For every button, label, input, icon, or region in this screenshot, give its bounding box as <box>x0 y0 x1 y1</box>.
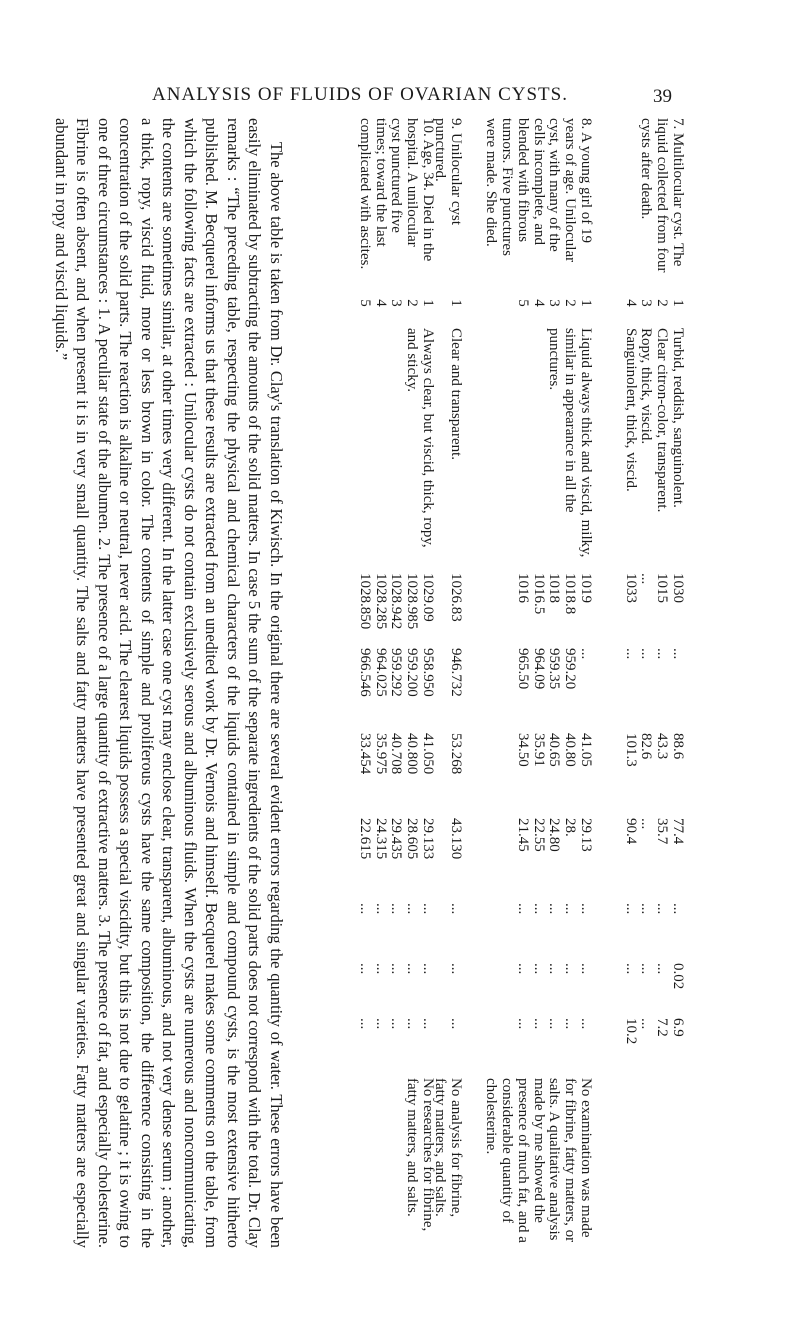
puncture-number-value: 5 <box>357 299 373 307</box>
albumen-value-value: 29.435 <box>388 818 405 860</box>
fluid-description <box>546 328 593 563</box>
fluid-description <box>404 328 436 563</box>
water-value-value: 959.292 <box>388 648 405 697</box>
solids-value-value: 40.65 <box>546 733 563 767</box>
puncture-number-value: 2 <box>404 299 421 307</box>
fibrine-value-value: ... <box>357 903 373 915</box>
water-value-value: ... <box>670 648 686 660</box>
remarks-text: No analysis for fibrine, fatty matters, and salts. <box>432 1078 464 1218</box>
fibrine-value-value: ... <box>638 903 655 915</box>
solids-value-value: 40.80 <box>562 733 579 767</box>
water-value <box>356 648 435 713</box>
specific-gravity-value: 1026.83 <box>448 573 464 622</box>
albumen-value-value: 43.130 <box>448 818 464 860</box>
puncture-number-value: 3 <box>388 299 405 307</box>
albumen-value-value: 29.13 <box>578 818 594 852</box>
ovarian-fluid-table <box>307 118 685 1248</box>
fat-value-value: ... <box>448 963 464 975</box>
water-value-value: ... <box>578 648 594 660</box>
salts-value-value: ... <box>638 1018 655 1030</box>
salts-value-value: ... <box>562 1018 579 1030</box>
specific-gravity <box>622 573 685 633</box>
fibrine-value-value: ... <box>546 903 563 915</box>
specific-gravity-value: 1028.985 <box>404 573 421 630</box>
puncture-number-value: 1 <box>448 299 464 307</box>
salts-value-value: ... <box>578 1018 594 1030</box>
fluid-description-value: Clear citron-color, transparent. <box>654 328 671 513</box>
fluid-description <box>622 328 685 563</box>
specific-gravity-value: 1016.5 <box>530 573 547 615</box>
specific-gravity-value: 1029.09 <box>420 573 436 622</box>
salts-value-value: ... <box>448 1018 464 1030</box>
water-value-value: 946.732 <box>448 648 464 697</box>
fluid-description-value: Liquid always thick and viscid, milky, similar in appearance in all the punctures. <box>546 328 594 558</box>
water-value-value: 964.09 <box>530 648 547 690</box>
specific-gravity-value: 1028.285 <box>372 573 389 630</box>
specific-gravity-value: 1016 <box>515 573 531 603</box>
specific-gravity-value: 1019 <box>578 573 594 603</box>
fibrine-value-value: ... <box>388 903 405 915</box>
fat-value-value: ... <box>404 963 421 975</box>
water-value-value: 964.025 <box>372 648 389 697</box>
albumen-value-value: 90.4 <box>622 818 639 845</box>
water-value-value: 966.546 <box>357 648 373 697</box>
specific-gravity-value: 1028.850 <box>357 573 373 630</box>
puncture-number <box>622 293 685 313</box>
salts-value-value: ... <box>515 1018 531 1030</box>
solids-value <box>514 733 593 798</box>
albumen-value-value: 28. <box>562 818 579 837</box>
salts-value-value: ... <box>372 1018 389 1030</box>
page-number: 39 <box>653 86 672 107</box>
case-description <box>356 118 435 273</box>
salts-value <box>622 1018 685 1063</box>
solids-value-value: 82.6 <box>638 733 655 760</box>
fat-value-value: ... <box>420 963 436 975</box>
water-value-value: ... <box>654 648 671 660</box>
fibrine-value-value: ... <box>404 903 421 915</box>
albumen-value <box>356 818 435 883</box>
remarks <box>483 1078 593 1248</box>
fat-value-value: ... <box>546 963 563 975</box>
solids-value-value: 35.91 <box>530 733 547 767</box>
water-value-value: ... <box>622 648 639 660</box>
fat-value <box>447 963 463 1008</box>
fluid-description-value: Turbid, reddish, sanguinolent. <box>670 328 686 508</box>
albumen-value-value: 29.133 <box>420 818 436 860</box>
fibrine-value <box>514 903 593 948</box>
puncture-number-value: 2 <box>654 299 671 307</box>
puncture-number-value: 3 <box>546 299 563 307</box>
fibrine-value <box>447 903 463 948</box>
fibrine-value <box>622 903 685 948</box>
fat-value-value: ... <box>530 963 547 975</box>
fluid-description-value: Clear and transparent. <box>448 328 464 461</box>
puncture-number-value: 4 <box>372 299 389 307</box>
fluid-description-value: Ropy, thick, viscid. <box>638 328 655 445</box>
albumen-value-value: 22.615 <box>357 818 373 860</box>
case-description-text: 9. Unilocular cyst punctured. <box>432 118 464 226</box>
solids-value-value: 88.6 <box>670 733 686 760</box>
puncture-number-value: 1 <box>578 299 594 307</box>
fibrine-value-value: ... <box>562 903 579 915</box>
salts-value-value: ... <box>546 1018 563 1030</box>
fibrine-value-value: ... <box>372 903 389 915</box>
specific-gravity-value: 1018 <box>546 573 563 603</box>
specific-gravity <box>447 573 463 633</box>
fluid-description-value: Always clear, but viscid, thick, ropy, and sticky. <box>404 328 436 548</box>
salts-value-value: 10.2 <box>622 1018 639 1045</box>
water-value-value: 958.950 <box>420 648 436 697</box>
albumen-value <box>622 818 685 883</box>
solids-value-value: 41.050 <box>420 733 436 775</box>
albumen-value-value: ... <box>638 818 655 830</box>
page-header <box>0 84 800 114</box>
remarks <box>432 1078 464 1248</box>
fat-value-value: ... <box>654 963 671 975</box>
salts-value-value: ... <box>357 1018 373 1030</box>
salts-value <box>356 1018 435 1063</box>
albumen-value <box>447 818 463 883</box>
water-value <box>514 648 593 713</box>
water-value-value: 965.50 <box>515 648 531 690</box>
specific-gravity-value: ... <box>638 573 655 585</box>
specific-gravity-value: 1028.942 <box>388 573 405 630</box>
albumen-value <box>514 818 593 883</box>
albumen-value-value: 28.605 <box>404 818 421 860</box>
puncture-number-value: 1 <box>420 299 436 307</box>
salts-value-value: 7.2 <box>654 1018 671 1037</box>
albumen-value-value: 24.315 <box>372 818 389 860</box>
remarks <box>404 1078 436 1248</box>
solids-value-value: 43.3 <box>654 733 671 760</box>
solids-value-value: 101.3 <box>622 733 639 767</box>
water-value-value: ... <box>638 648 655 660</box>
solids-value-value: 40.800 <box>404 733 421 775</box>
salts-value-value: ... <box>530 1018 547 1030</box>
fluid-description-value: Sanguinolent, thick, viscid. <box>622 328 639 492</box>
fibrine-value-value: ... <box>578 903 594 915</box>
fluid-description <box>447 328 463 563</box>
remarks-text: No researches for fibrine, fatty matters, and salts. <box>404 1078 436 1232</box>
puncture-number-value: 2 <box>562 299 579 307</box>
fat-value-value: ... <box>578 963 594 975</box>
puncture-number-value: 4 <box>622 299 639 307</box>
fat-value-value: ... <box>638 963 655 975</box>
fat-value-value: ... <box>515 963 531 975</box>
solids-value-value: 53.268 <box>448 733 464 775</box>
specific-gravity-value: 1030 <box>670 573 686 603</box>
commentary-paragraph: The above table is taken from Dr. Clay's translation of Kiwisch. In the original there are several evident errors regarding the quantity of water. These errors have been easily eliminated by subtracting the amounts of the solid matters. In case 5 the sum of the separate ingredients of the solid parts does not correspond with the total. Dr. Clay remarks : “The preceding table, respecting the physical and chemical characters of the liquids contained in simple and compound cysts, is the most extensive hitherto published. M. Becquerel informs us that these results are extracted from an unedited work by Dr. Vernois and himself. Becquerel makes some comments on the table, from which the following facts are extracted : Unilocular cysts do not contain exclusively serous and albuminous fluids. When the cysts are numerous and noncommunicating, the contents are sometimes similar, at other times very different. In the latter case one cyst may enclose clear, transparent, albuminous, and not very dense serum ; another, a thick, ropy, viscid fluid, more or less brown in color. The contents of simple and proliferous cysts have the same composition, the difference consisting in the concentration of the solid parts. The reaction is alkaline or neutral, never acid. The clearest liquids possess a special viscidity, but this is not due to gelatine ; it is owing to one of three circumstances : 1. A peculiar state of the albumen. 2. The presence of a large quantity of extractive matters. 3. The presence of fat, and especially cholesterine. Fibrine is often absent, and when present it is in very small quantity. The salts and fatty matters have presented great and singular varieties. Fatty matters are especially abundant in ropy and viscid liquids.” <box>52 118 286 1248</box>
solids-value-value: 33.454 <box>357 733 373 775</box>
solids-value-value: 40.708 <box>388 733 405 775</box>
salts-value-value: ... <box>420 1018 436 1030</box>
fibrine-value-value: ... <box>515 903 531 915</box>
case-description <box>638 118 685 273</box>
water-value-value: 959.20 <box>562 648 579 690</box>
case-description <box>483 118 593 273</box>
water-value-value: 959.200 <box>404 648 421 697</box>
solids-value <box>447 733 463 798</box>
fat-value <box>514 963 593 1008</box>
commentary-text <box>51 118 288 1248</box>
fibrine-value-value: ... <box>670 903 686 915</box>
specific-gravity-value: 1018.8 <box>562 573 579 615</box>
specific-gravity-value: 1015 <box>654 573 671 603</box>
water-value <box>447 648 463 713</box>
salts-value-value: 6.9 <box>670 1018 686 1037</box>
case-description-text: 8. A young girl of 19 years of age. Unilocular cyst, with many of the cells incomplete, and blended with fibrous tumors. Five punctures were made. She died. <box>483 118 594 263</box>
albumen-value-value: 21.45 <box>515 818 531 852</box>
specific-gravity-value: 1033 <box>622 573 639 603</box>
solids-value-value: 41.05 <box>578 733 594 767</box>
fat-value-value: ... <box>562 963 579 975</box>
fat-value-value: ... <box>622 963 639 975</box>
puncture-number-value: 4 <box>530 299 547 307</box>
albumen-value-value: 35.7 <box>654 818 671 845</box>
fibrine-value-value: ... <box>622 903 639 915</box>
running-title: ANALYSIS OF FLUIDS OF OVARIAN CYSTS. <box>152 84 568 105</box>
fat-value <box>356 963 435 1008</box>
solids-value-value: 34.50 <box>515 733 531 767</box>
fat-value <box>622 963 685 1008</box>
solids-value-value: 35.975 <box>372 733 389 775</box>
puncture-number <box>356 293 435 313</box>
rotated-page-body <box>52 118 686 1248</box>
case-description-text: 10. Age, 34. Died in the hospital. A unilocular cyst punctured five times; toward the last complicated with ascites. <box>357 118 436 270</box>
specific-gravity <box>356 573 435 633</box>
fat-value-value: ... <box>372 963 389 975</box>
fat-value-value: ... <box>388 963 405 975</box>
albumen-value-value: 22.55 <box>530 818 547 852</box>
puncture-number-value: 3 <box>638 299 655 307</box>
puncture-number-value: 1 <box>670 299 686 307</box>
fibrine-value-value: ... <box>448 903 464 915</box>
salts-value <box>514 1018 593 1063</box>
water-value <box>622 648 685 713</box>
solids-value <box>622 733 685 798</box>
case-description-text: 7. Multilocular cyst. The liquid collected from four cysts after death. <box>638 118 686 273</box>
puncture-number <box>514 293 593 313</box>
case-description <box>432 118 464 273</box>
salts-value <box>447 1018 463 1063</box>
fibrine-value-value: ... <box>530 903 547 915</box>
remarks-text: No examination was made for fibrine, fatty matters, or salts. A qualitative analysis made by me showed the presence of much fat, and a considerable quantity of cholesterine. <box>483 1078 594 1243</box>
specific-gravity <box>514 573 593 633</box>
fat-value-value: 0.02 <box>670 963 686 990</box>
albumen-value-value: 77.4 <box>670 818 686 845</box>
fibrine-value-value: ... <box>420 903 436 915</box>
puncture-number-value: 5 <box>515 299 531 307</box>
fat-value-value: ... <box>357 963 373 975</box>
fibrine-value <box>356 903 435 948</box>
albumen-value-value: 24.80 <box>546 818 563 852</box>
salts-value-value: ... <box>404 1018 421 1030</box>
fibrine-value-value: ... <box>654 903 671 915</box>
salts-value-value: ... <box>388 1018 405 1030</box>
solids-value <box>356 733 435 798</box>
puncture-number <box>447 293 463 313</box>
water-value-value: 959.35 <box>546 648 563 690</box>
